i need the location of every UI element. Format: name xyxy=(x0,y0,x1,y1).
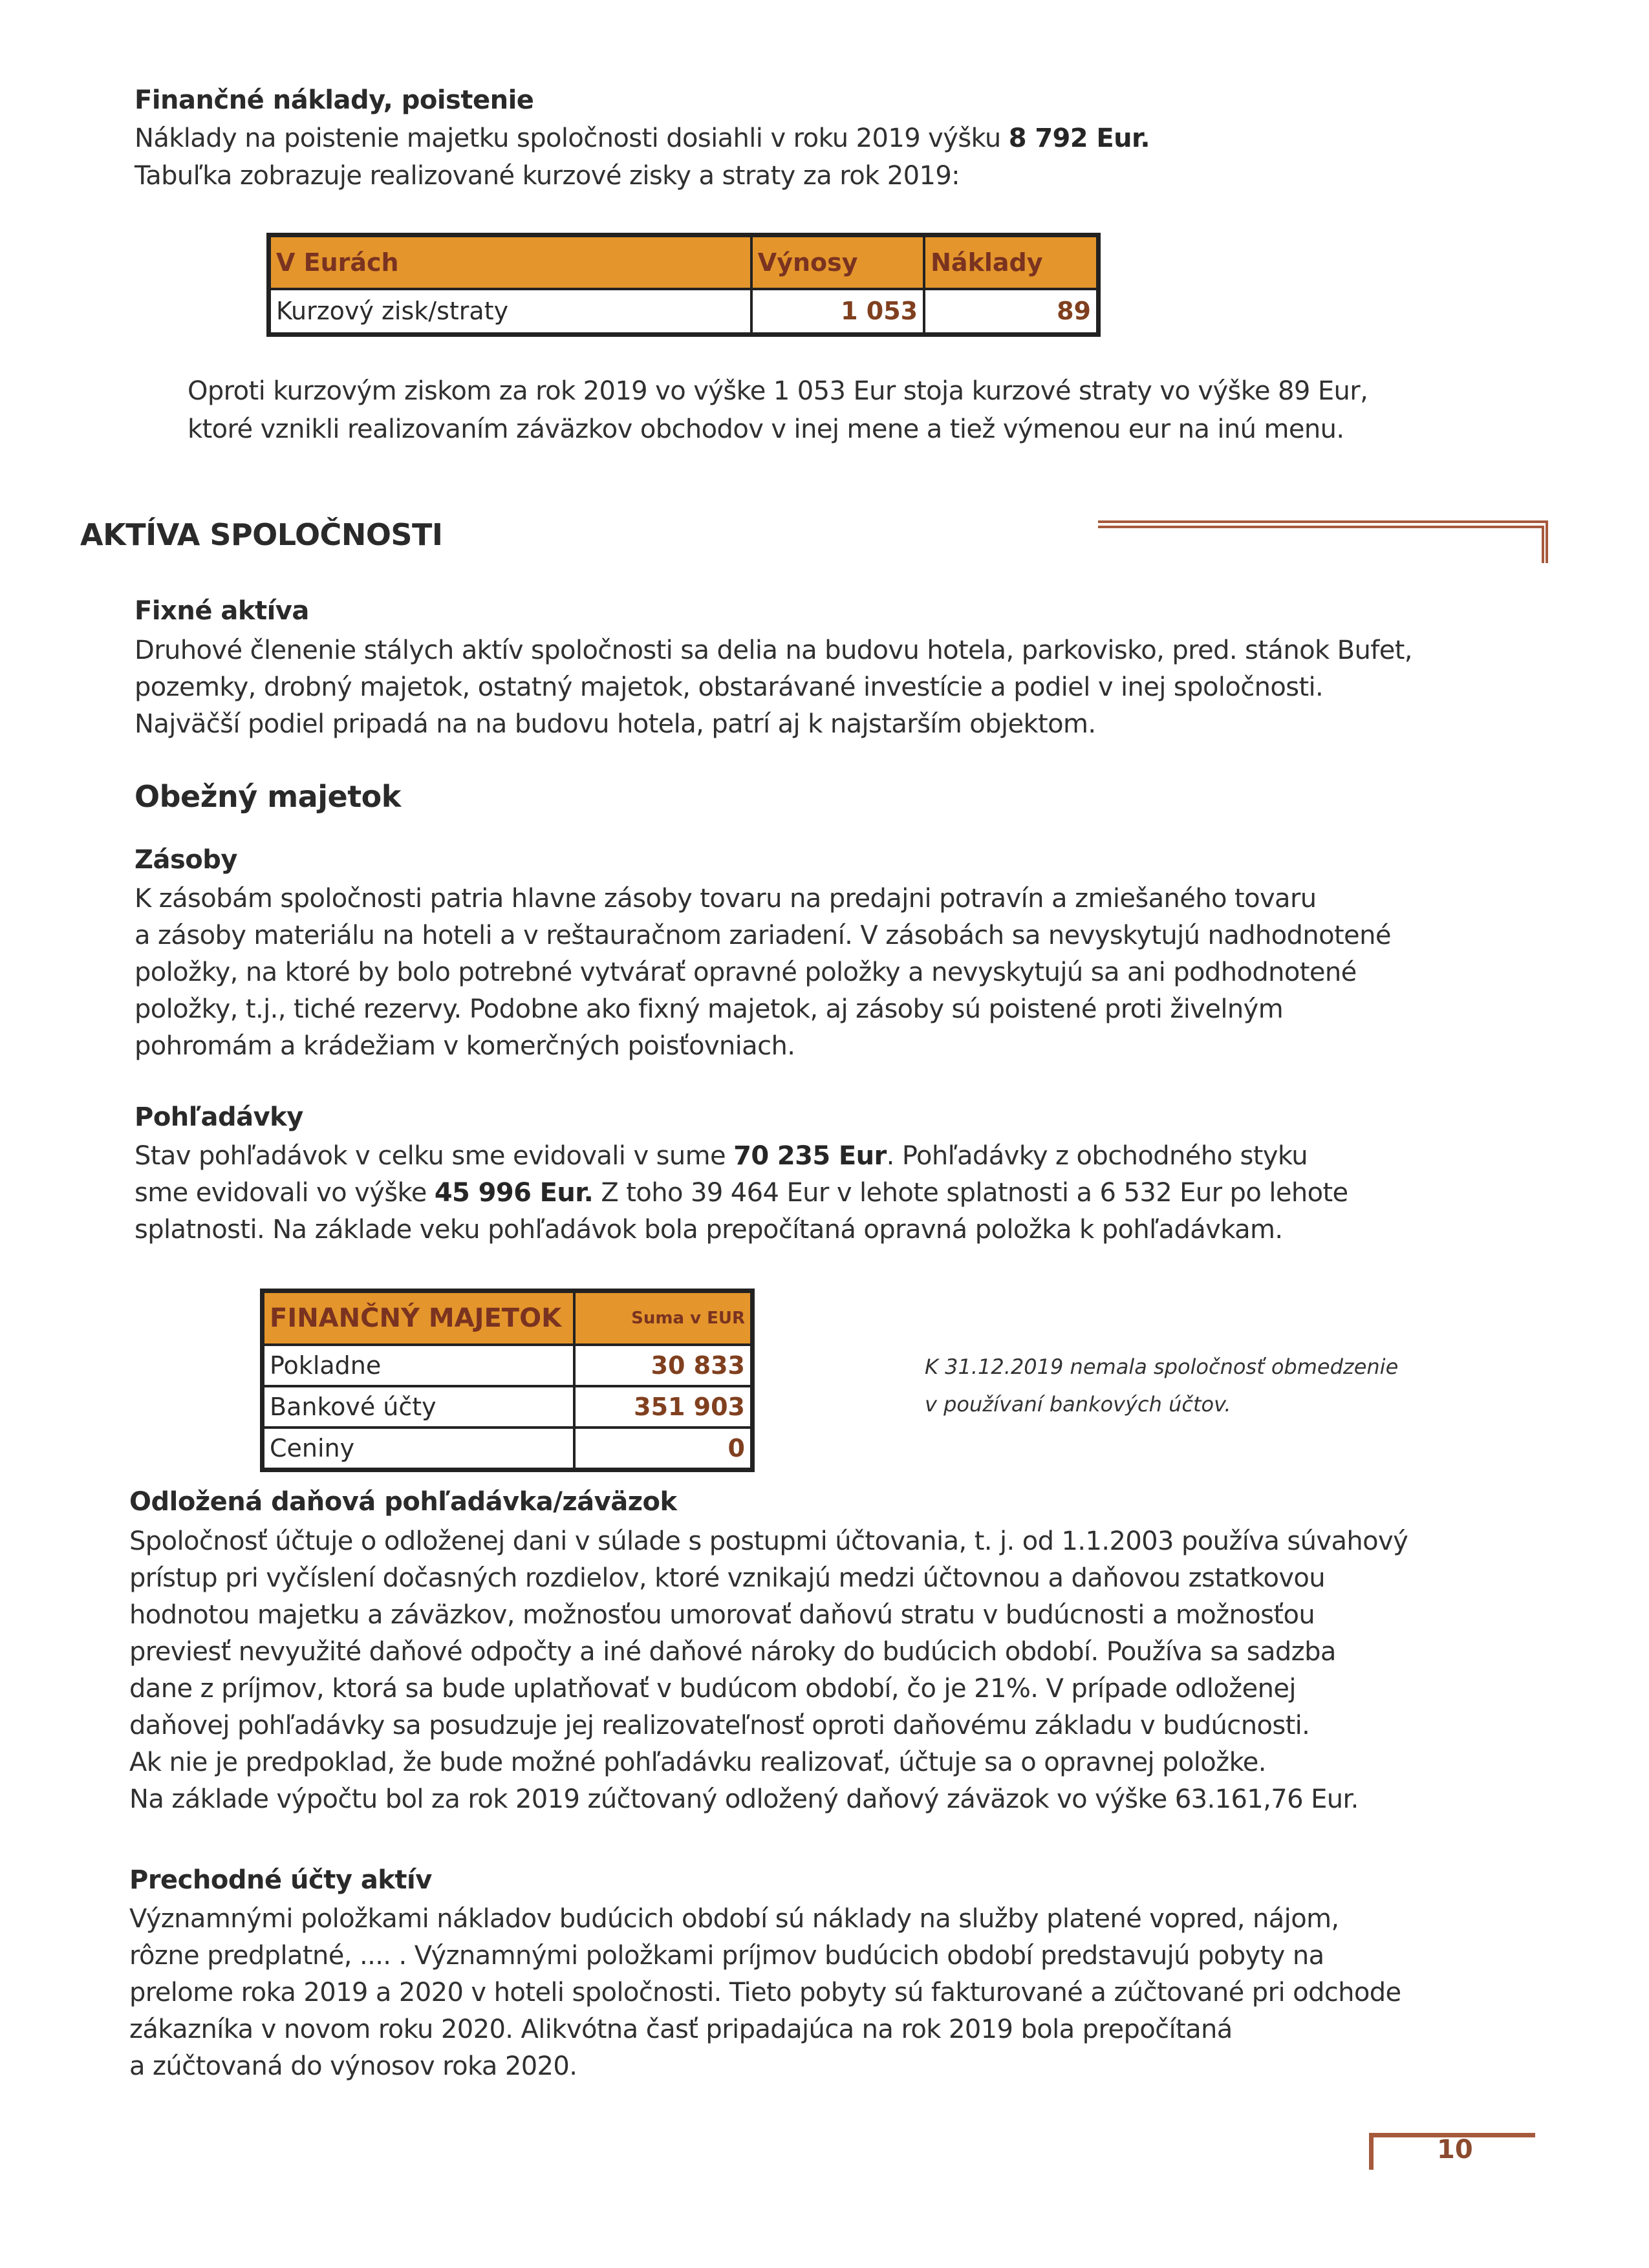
fx-row-label: Kurzový zisk/straty xyxy=(269,289,751,334)
fx-row-revenues: 1 053 xyxy=(751,289,924,334)
deferred-tax-line: previesť nevyužité daňové odpočty a iné daňové nároky do budúcich období. Používa sa sadzba xyxy=(129,1637,1336,1667)
current-assets-heading: Obežný majetok xyxy=(135,779,401,814)
deferred-tax-line: prístup pri vyčíslení dočasných rozdielov, ktoré vznikajú medzi účtovnou a daňovou zstatkovou xyxy=(129,1563,1326,1593)
fin-row-value: 0 xyxy=(574,1428,752,1470)
insurance-text: Náklady na poistenie majetku spoločnosti dosiahli v roku 2019 výšku xyxy=(135,123,1009,153)
section-rule-outer xyxy=(1098,520,1548,523)
fin-header-label: FINANČNÝ MAJETOK xyxy=(263,1291,575,1345)
fx-table-header-row xyxy=(269,235,1099,290)
deferred-tax-line: daňovej pohľadávky sa posudzuje jej realizovateľnosť oproti daňovému základu v budúcnosti. xyxy=(129,1711,1310,1740)
accruals-line: prelome roka 2019 a 2020 v hoteli spoločnosti. Tieto pobyty sú fakturované a zúčtované pri odchode xyxy=(129,1978,1401,2007)
fin-row-value: 351 903 xyxy=(574,1386,752,1428)
section-rule-inner xyxy=(1098,526,1544,528)
table-row xyxy=(263,1386,753,1428)
fx-explanation-line2: ktoré vznikli realizovaním záväzkov obchodov v inej mene a tiež výmenou eur na inú menu. xyxy=(188,414,1344,444)
deferred-tax-heading: Odložená daňová pohľadávka/záväzok xyxy=(129,1487,677,1517)
table-row xyxy=(269,289,1099,334)
inventory-line: a zásoby materiálu na hoteli a v reštauračnom zariadení. V zásobách sa nevyskytujú nadhodnotené xyxy=(135,921,1391,950)
fixed-assets-line: pozemky, drobný majetok, ostatný majetok, obstarávané investície a podiel v inej spoločnosti. xyxy=(135,672,1324,702)
fx-header-currency: V Eurách xyxy=(269,235,751,290)
deferred-tax-line: hodnotou majetku a záväzkov, možnosťou umorovať daňovú stratu v budúcnosti a možnosťou xyxy=(129,1600,1315,1630)
receivables-text: sme evidovali vo výške xyxy=(135,1178,435,1208)
inventory-line: položky, na ktoré by bolo potrebné vytvárať opravné položky a nevyskytujú sa ani podhodnotené xyxy=(135,957,1357,987)
accruals-heading: Prechodné účty aktív xyxy=(129,1865,432,1895)
inventory-line: položky, t.j., tiché rezervy. Podobne ako fixný majetok, aj zásoby sú poistené proti živelným xyxy=(135,994,1284,1024)
inventory-line: K zásobám spoločnosti patria hlavne zásoby tovaru na predajni potravín a zmiešaného tovaru xyxy=(135,884,1317,914)
bank-note-line1: K 31.12.2019 nemala spoločnosť obmedzenie xyxy=(925,1354,1399,1379)
table-row xyxy=(263,1345,753,1386)
accruals-line: a zúčtovaná do výnosov roka 2020. xyxy=(129,2051,577,2081)
fx-header-revenues: Výnosy xyxy=(751,235,924,290)
receivables-line1 xyxy=(135,1138,1308,1175)
receivables-heading: Pohľadávky xyxy=(135,1102,303,1132)
table-row xyxy=(263,1428,753,1470)
insurance-paragraph-line1 xyxy=(135,120,1150,157)
fin-header-sum: Suma v EUR xyxy=(574,1291,752,1345)
inventory-heading: Zásoby xyxy=(135,845,237,875)
bank-note-line2: v používaní bankových účtov. xyxy=(925,1392,1231,1417)
accruals-line: rôzne predplatné, .... . Významnými položkami príjmov budúcich období predstavujú pobyty na xyxy=(129,1941,1324,1971)
page-number-rule-vertical xyxy=(1369,2133,1374,2170)
fx-header-costs: Náklady xyxy=(924,235,1098,290)
receivables-line3: splatnosti. Na základe veku pohľadávok bola prepočítaná opravná položka k pohľadávkam. xyxy=(135,1215,1283,1245)
section-rule-outer-vertical xyxy=(1546,520,1548,563)
insurance-paragraph-line2: Tabuľka zobrazuje realizované kurzové zisky a straty za rok 2019: xyxy=(135,161,960,191)
deferred-tax-line: dane z príjmov, ktorá sa bude uplatňovať v budúcom období, čo je 21%. V prípade odloženej xyxy=(129,1674,1296,1704)
fx-gains-losses-table xyxy=(266,233,1101,337)
insurance-period: . xyxy=(1140,123,1150,153)
fixed-assets-heading: Fixné aktíva xyxy=(135,596,309,626)
financial-assets-table xyxy=(260,1289,755,1472)
receivables-total: 70 235 Eur xyxy=(733,1141,887,1171)
fx-explanation-line1: Oproti kurzovým ziskom za rok 2019 vo výške 1 053 Eur stoja kurzové straty vo výške 89 Eur, xyxy=(188,376,1368,406)
receivables-trade: 45 996 Eur. xyxy=(434,1178,594,1208)
section-rule-inner-vertical xyxy=(1542,526,1544,563)
insurance-amount: 8 792 Eur xyxy=(1008,123,1141,153)
fixed-assets-line: Druhové členenie stálych aktív spoločnosti sa delia na budovu hotela, parkovisko, pred. stánok Bufet, xyxy=(135,636,1412,665)
page-number: 10 xyxy=(1437,2135,1473,2165)
fin-row-label: Pokladne xyxy=(263,1345,575,1386)
section-title: AKTÍVA SPOLOČNOSTI xyxy=(80,517,443,552)
insurance-heading: Finančné náklady, poistenie xyxy=(135,85,534,115)
deferred-tax-line: Ak nie je predpoklad, že bude možné pohľadávku realizovať, účtuje sa o opravnej položke. xyxy=(129,1748,1266,1777)
fin-row-value: 30 833 xyxy=(574,1345,752,1386)
receivables-text: Z toho 39 464 Eur v lehote splatnosti a 6 532 Eur po lehote xyxy=(593,1178,1348,1208)
accruals-line: Významnými položkami nákladov budúcich období sú náklady na služby platené vopred, nájom, xyxy=(129,1904,1339,1934)
fin-row-label: Bankové účty xyxy=(263,1386,575,1428)
deferred-tax-line: Spoločnosť účtuje o odloženej dani v súlade s postupmi účtovania, t. j. od 1.1.2003 používa súvahový xyxy=(129,1526,1408,1556)
deferred-tax-line: Na základe výpočtu bol za rok 2019 zúčtovaný odložený daňový záväzok vo výške 63.161,76 Eur. xyxy=(129,1784,1359,1814)
receivables-line2 xyxy=(135,1175,1348,1212)
fixed-assets-line: Najväčší podiel pripadá na na budovu hotela, patrí aj k najstarším objektom. xyxy=(135,709,1096,739)
receivables-text: Stav pohľadávok v celku sme evidovali v sume xyxy=(135,1141,734,1171)
accruals-line: zákazníka v novom roku 2020. Alikvótna časť pripadajúca na rok 2019 bola prepočítaná xyxy=(129,2015,1233,2044)
fin-row-label: Ceniny xyxy=(263,1428,575,1470)
receivables-text: . Pohľadávky z obchodného styku xyxy=(886,1141,1308,1171)
fx-row-costs: 89 xyxy=(924,289,1098,334)
fin-table-header-row xyxy=(263,1291,753,1345)
inventory-line: pohromám a krádežiam v komerčných poisťovniach. xyxy=(135,1031,795,1061)
